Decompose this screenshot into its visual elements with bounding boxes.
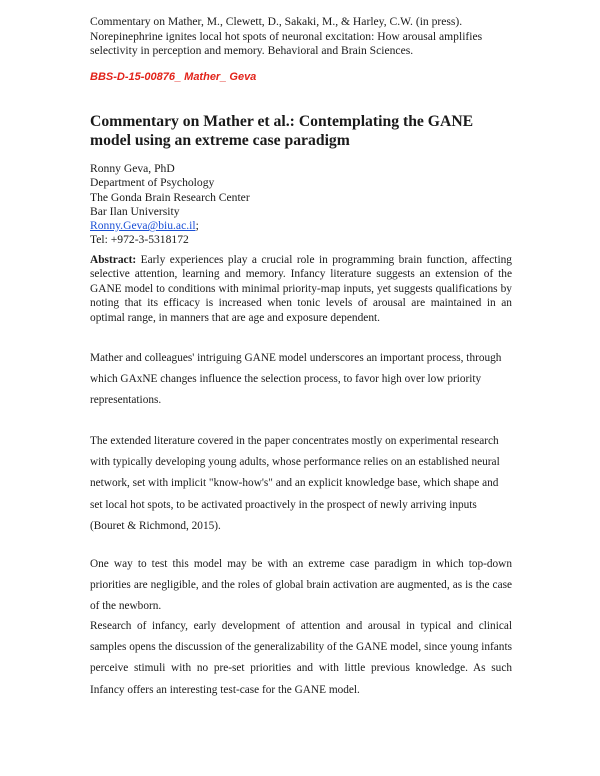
- author-department: Department of Psychology: [90, 176, 215, 190]
- citation-header: Commentary on Mather, M., Clewett, D., Sakaki, M., & Harley, C.W. (in press). Norepinephrine ignites local hot spots of neuronal excitation: How arousal amplifies selectivity in perception and memory. Behavioral and Brain Sciences.: [90, 15, 483, 57]
- author-tel: Tel: +972-3-5318172: [90, 233, 189, 247]
- abstract-text: Early experiences play a crucial role in programming brain function, affecting selective attention, learning and memory. Infancy literature suggests an extension of the GANE model to conditions with minimal priority-map inputs, yet suggests qualifications by noting that its efficacy is increased when tonic levels of arousal are maintained in an optimal range, in manners that are age and exposure dependent.: [90, 254, 512, 324]
- author-name: Ronny Geva, PhD: [90, 162, 175, 175]
- body-paragraph-4: Research of infancy, early development of attention and arousal in typical and clinical samples opens the discussion of the generalizability of the GANE model, since young infants perceive stimuli with no pre-set priorities and with little previous knowledge. As such Infancy offers an interesting test-case for the GANE model.: [90, 620, 512, 696]
- manuscript-id: BBS-D-15-00876_ Mather_ Geva: [90, 71, 257, 83]
- author-email-link[interactable]: Ronny.Geva@biu.ac.il: [90, 219, 196, 233]
- abstract: [90, 253, 512, 325]
- body-paragraph-1: Mather and colleagues' intriguing GANE model underscores an important process, through which GAxNE changes influence the selection process, to favor high over low priority representations.: [90, 352, 502, 407]
- abstract-label: Abstract:: [90, 254, 137, 266]
- body-paragraph-3: One way to test this model may be with an extreme case paradigm in which top-down priorities are negligible, and the roles of global brain activation are augmented, as is the case of the newborn.: [90, 558, 512, 613]
- author-email-suffix: ;: [195, 219, 199, 233]
- author-email-line: [90, 219, 390, 233]
- author-university: Bar Ilan University: [90, 204, 180, 218]
- author-center: The Gonda Brain Research Center: [90, 190, 250, 204]
- author-block: [90, 162, 390, 248]
- paper-title: Commentary on Mather et al.: Contemplating the GANE model using an extreme case paradigm: [90, 113, 474, 149]
- body-paragraph-2: The extended literature covered in the paper concentrates mostly on experimental research with typically developing young adults, whose performance relies on an established neural network, set with implicit "know-how's" and an explicit knowledge base, which shape and set local hot spots, to be activated proactively in the prospect of newly arriving inputs (Bouret & Richmond, 2015).: [90, 435, 500, 532]
